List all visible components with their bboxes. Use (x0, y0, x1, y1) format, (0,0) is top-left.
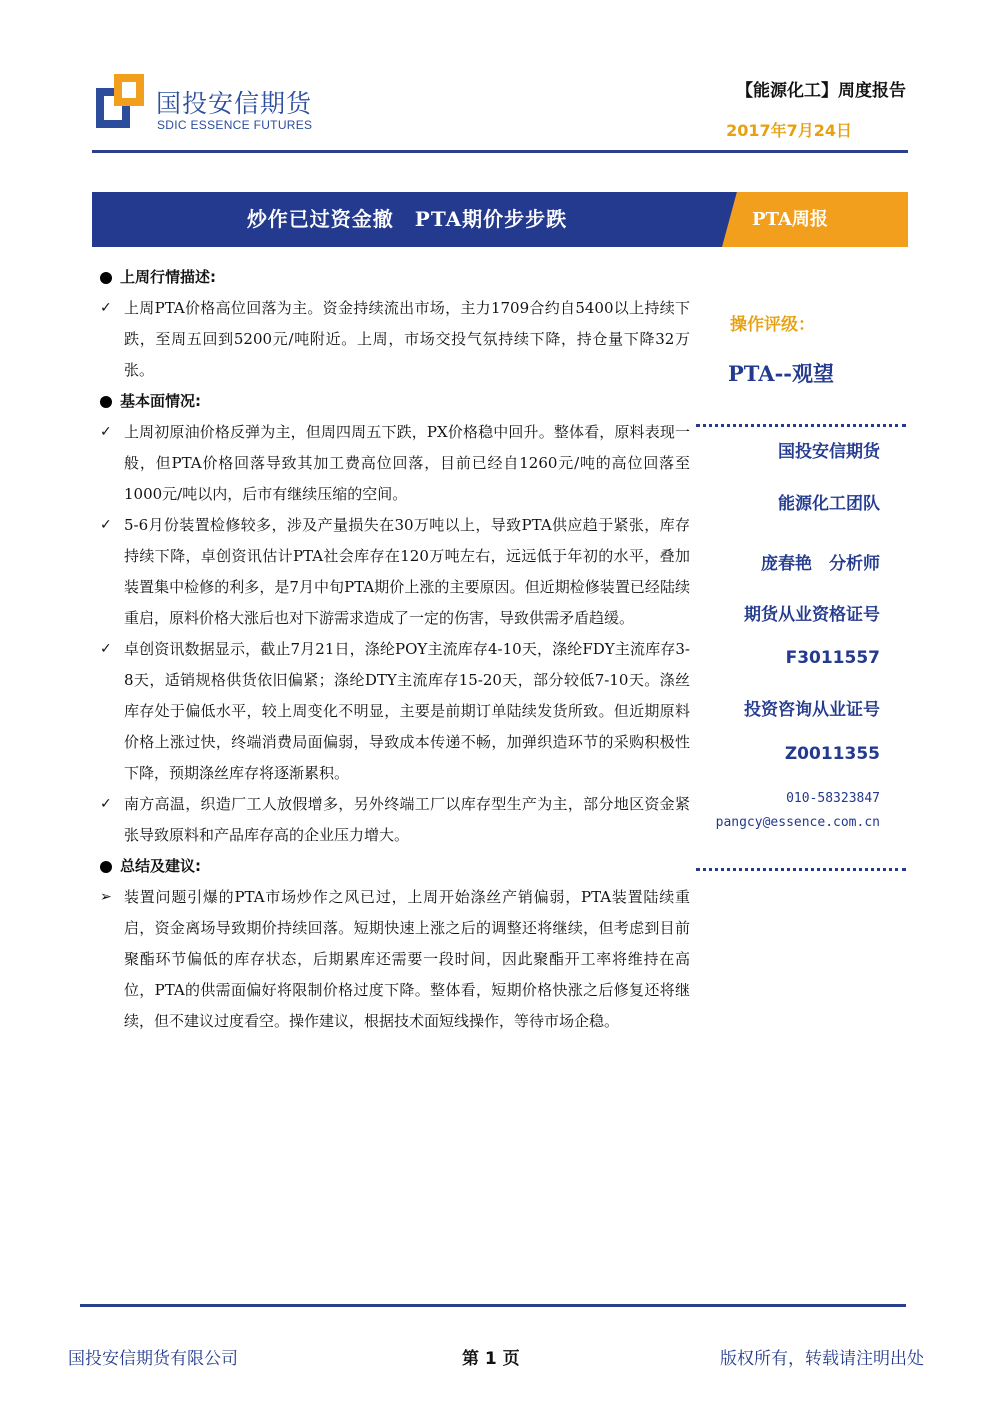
section-heading-text: 总结及建议 (120, 857, 196, 875)
report-date: 2017年7月24日 (726, 121, 852, 140)
futures-cert-number: F3011557 (785, 648, 880, 668)
section-heading-suffix: : (195, 857, 202, 875)
sidebar-divider-bottom (696, 868, 906, 871)
list-item-text: 上周初原油价格反弹为主，但周四周五下跌，PX价格稳中回升。整体看，原料表现一般，但PTA价格回落导致其加工费高位回落，目前已经自1260元/吨的高位回落至1000元/吨以内，后市有继续压缩的空间。 (124, 423, 690, 503)
list-item-text: 卓创资讯数据显示，截止7月21日，涤纶POY主流库存4-10天，涤纶FDY主流库存3-8天，适销规格供货依旧偏紧；涤纶DTY主流库存15-20天，部分较低7-10天。涤丝库存处于偏低水平，较上周变化不明显，主要是前期订单陆续发货所致。但近期原料价格上涨过快，终端消费局面偏弱，导致成本传递不畅，加弹织造环节的采购积极性下降，预期涤丝库存将逐渐累积。 (124, 640, 690, 782)
check-icon: ✓ (100, 796, 112, 812)
sidebar-team: 能源化工团队 (778, 494, 880, 514)
check-icon: ✓ (100, 300, 112, 316)
check-icon: ✓ (100, 641, 112, 657)
report-tag: PTA周报 (752, 209, 828, 230)
report-title: 炒作已过资金撤 PTA期价步步跌 (246, 207, 568, 231)
analyst-phone: 010-58323847 (786, 791, 880, 806)
sidebar (692, 300, 908, 880)
rating-value: PTA--观望 (728, 361, 834, 386)
logo-english-name: SDIC ESSENCE FUTURES (157, 118, 313, 132)
footer-copyright: 版权所有，转载请注明出处 (720, 1349, 924, 1369)
list-item (100, 510, 690, 634)
section-heading-text: 基本面情况 (120, 392, 196, 410)
invest-cert-number: Z0011355 (784, 744, 880, 764)
page-number: 第 1 页 (462, 1349, 520, 1369)
futures-cert-label: 期货从业资格证号 (744, 605, 880, 625)
list-item (100, 634, 690, 789)
logo-chinese-name: 国投安信期货 (156, 89, 313, 118)
check-icon: ✓ (100, 517, 112, 533)
footer-divider (80, 1304, 906, 1307)
bullet-dot-icon (100, 396, 112, 408)
section-heading (100, 262, 690, 293)
section-heading-text: 上周行情描述 (120, 268, 211, 286)
list-item-text: 上周PTA价格高位回落为主。资金持续流出市场，主力1709合约自5400以上持续下跌，至周五回到5200元/吨附近。上周，市场交投气氛持续下降，持仓量下降32万张。 (124, 299, 690, 379)
title-banner (92, 192, 908, 247)
section-heading-suffix: : (210, 268, 217, 286)
analyst-email[interactable]: pangcy@essence.com.cn (715, 815, 880, 830)
list-item-text: 装置问题引爆的PTA市场炒作之风已过，上周开始涤丝产销偏弱，PTA装置陆续重启，资金离场导致期价持续回落。短期快速上涨之后的调整还将继续，但考虑到目前聚酯环节偏低的库存状态，后期累库还需要一段时间，因此聚酯开工率将维持在高位，PTA的供需面偏好将限制价格过度下降。整体看，短期价格快涨之后修复还将继续，但不建议过度看空。操作建议，根据技术面短线操作，等待市场企稳。 (124, 888, 690, 1030)
header-divider (92, 150, 908, 153)
arrow-bullet-icon: ➢ (100, 889, 112, 905)
footer-company: 国投安信期货有限公司 (68, 1349, 238, 1369)
section-heading (100, 386, 690, 417)
list-item (100, 293, 690, 386)
report-type: 【能源化工】周度报告 (736, 81, 906, 101)
bullet-dot-icon (100, 861, 112, 873)
sidebar-divider-top (696, 424, 906, 427)
section-heading-suffix: : (195, 392, 202, 410)
section-heading (100, 851, 690, 882)
bullet-dot-icon (100, 272, 112, 284)
rating-label: 操作评级： (730, 315, 815, 335)
list-item (100, 882, 690, 1037)
list-item (100, 417, 690, 510)
list-item-text: 南方高温，织造厂工人放假增多，另外终端工厂以库存型生产为主，部分地区资金紧张导致原料和产品库存高的企业压力增大。 (124, 795, 690, 844)
check-icon: ✓ (100, 424, 112, 440)
company-logo-icon (96, 74, 144, 130)
list-item (100, 789, 690, 851)
main-content (100, 262, 690, 1037)
invest-cert-label: 投资咨询从业证号 (744, 700, 880, 720)
sidebar-analyst: 庞春艳 分析师 (761, 554, 880, 574)
sidebar-company: 国投安信期货 (778, 442, 880, 462)
list-item-text: 5-6月份装置检修较多，涉及产量损失在30万吨以上，导致PTA供应趋于紧张，库存持续下降，卓创资讯估计PTA社会库存在120万吨左右，远远低于年初的水平，叠加装置集中检修的利多，是7月中旬PTA期价上涨的主要原因。但近期检修装置已经陆续重启，原料价格大涨后也对下游需求造成了一定的伤害，导致供需矛盾趋缓。 (124, 516, 690, 627)
